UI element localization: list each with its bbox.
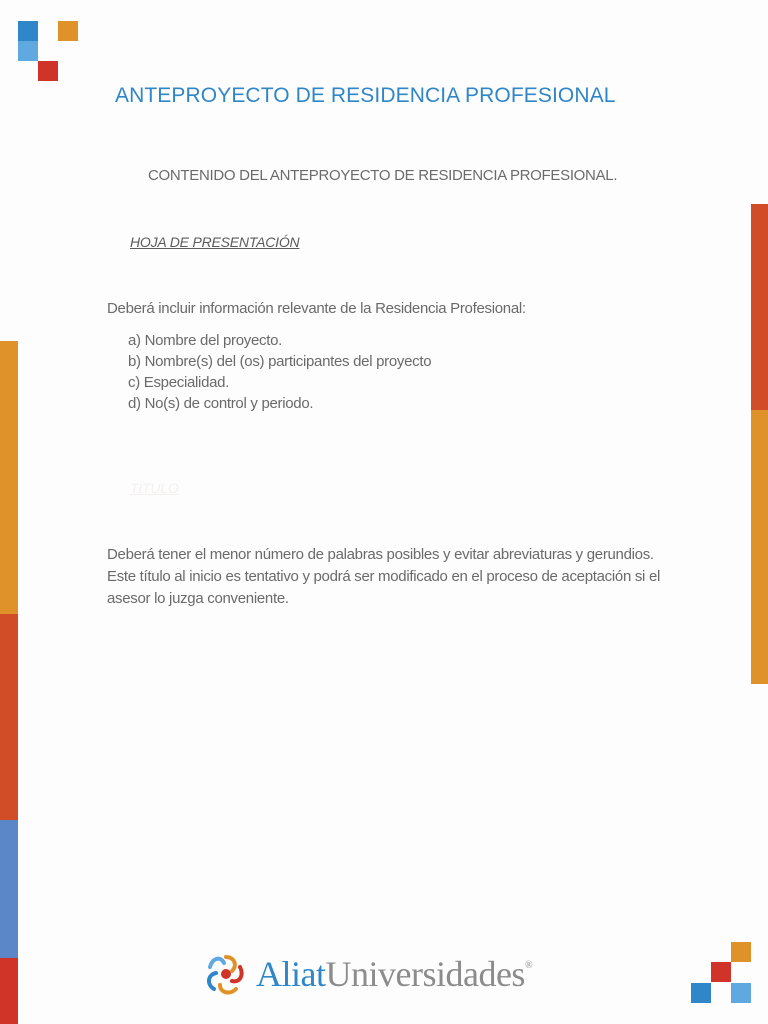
aliat-logo	[204, 948, 532, 1000]
list-item: b) Nombre(s) del (os) participantes del proyecto	[128, 353, 432, 370]
aliat-flower-logo-icon	[204, 951, 248, 997]
decor-square-red-br	[711, 962, 731, 982]
left-bar-orange	[0, 341, 18, 614]
brand-aliat: Aliat	[256, 954, 326, 994]
brand-universidades: Universidades	[325, 954, 525, 994]
section-heading-hoja: HOJA DE PRESENTACIÓN	[130, 234, 300, 250]
decor-square-lightblue	[18, 41, 38, 61]
left-bar-red-orange	[0, 614, 18, 820]
left-bar-blue	[0, 820, 18, 958]
section2-body: Deberá tener el menor número de palabras posibles y evitar abreviaturas y gerundios. Este título al inicio es tentativo y podrá ser modificado en el proceso de aceptación si el asesor lo juzga conveniente.	[107, 546, 661, 607]
page-title: ANTEPROYECTO DE RESIDENCIA PROFESIONAL	[115, 84, 616, 107]
decor-square-orange	[58, 21, 78, 41]
list-item: d) No(s) de control y periodo.	[128, 395, 314, 412]
page-subtitle: CONTENIDO DEL ANTEPROYECTO DE RESIDENCIA PROFESIONAL.	[148, 167, 618, 184]
registered-mark: ®	[524, 960, 533, 971]
right-bar-red-orange	[751, 204, 768, 410]
list-item: c) Especialidad.	[128, 374, 230, 391]
decor-square-lightblue-br	[731, 983, 751, 1003]
list-item: a) Nombre del proyecto.	[128, 332, 283, 349]
decor-square-blue	[18, 21, 38, 41]
decor-square-orange-br	[731, 942, 751, 962]
right-bar-orange	[751, 410, 768, 684]
requirements-list	[128, 330, 431, 414]
section-heading-titulo: TÍTULO	[130, 480, 179, 496]
brand-wordmark	[256, 953, 532, 995]
section1-intro: Deberá incluir información relevante de la Residencia Profesional:	[107, 300, 526, 317]
left-bar-red	[0, 958, 18, 1024]
decor-square-red	[38, 61, 58, 81]
decor-square-blue-br	[691, 983, 711, 1003]
